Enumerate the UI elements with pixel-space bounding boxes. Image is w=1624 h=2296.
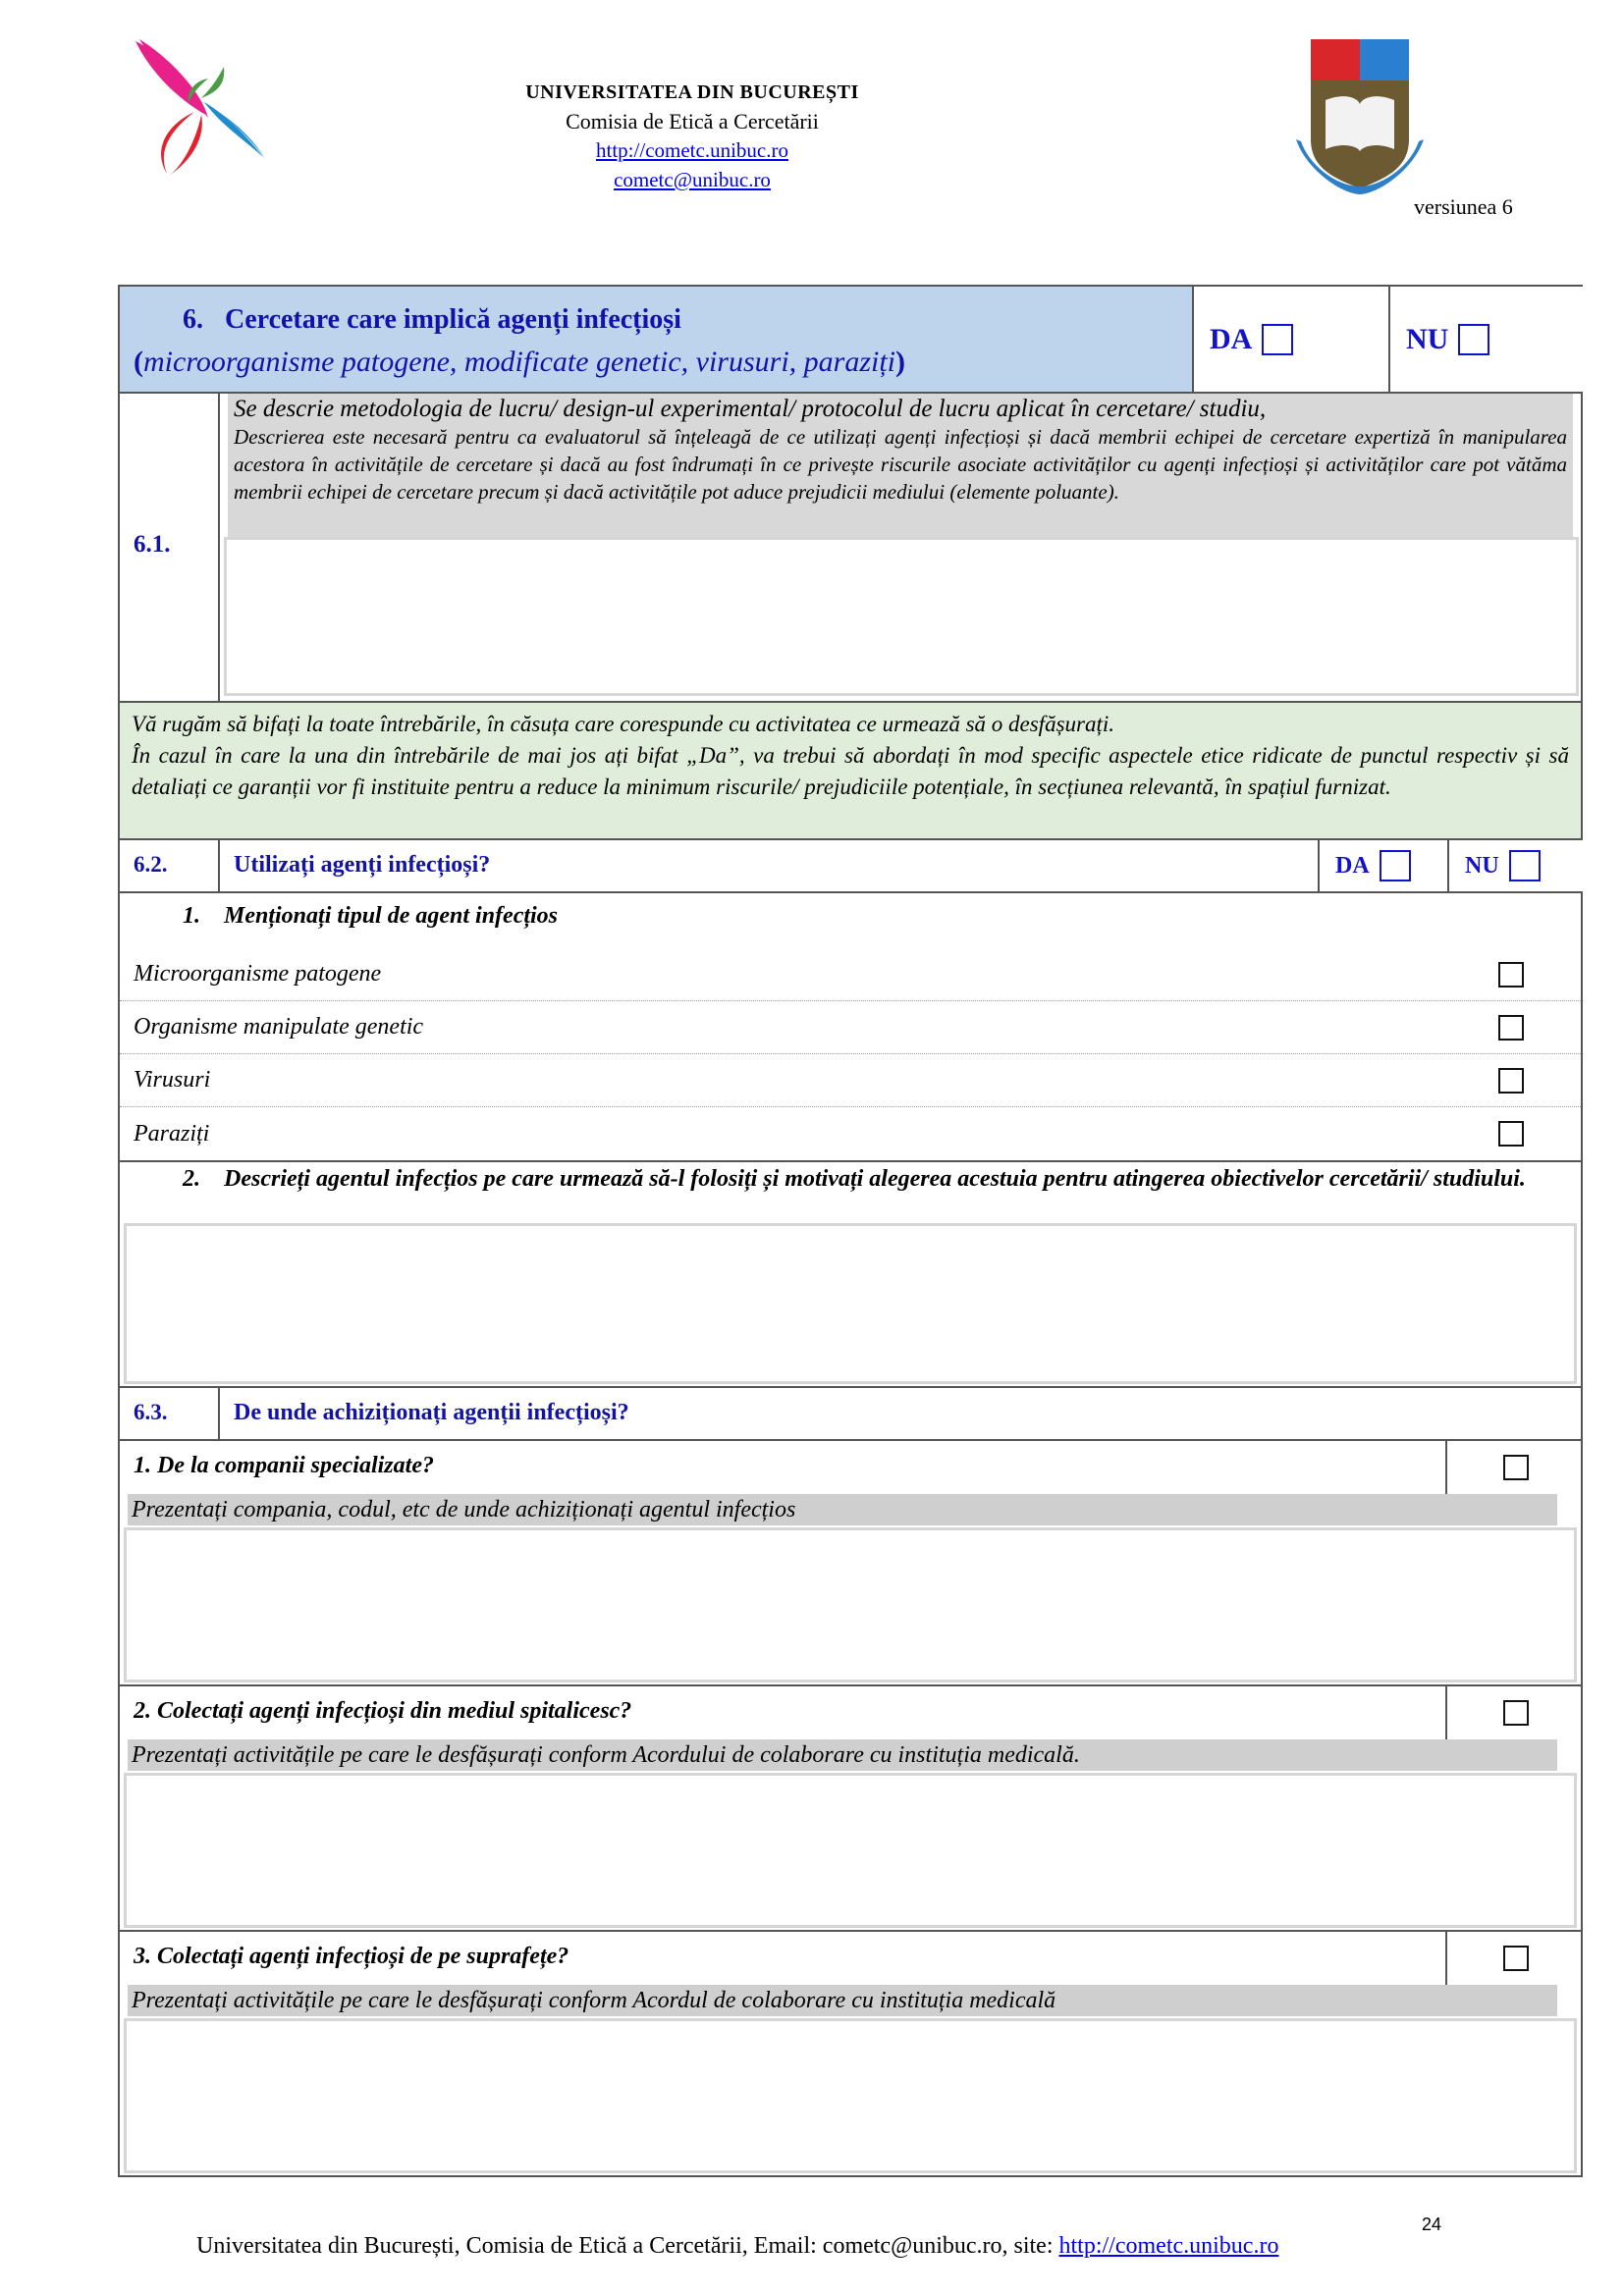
q62-no-option[interactable]: NU bbox=[1447, 840, 1585, 891]
source-item: 3. Colectați agenți infecțioși de pe suprafețe? Prezentați activitățile pe care le desfășurați conform Acordul de colaborare cu instituția medicală bbox=[120, 1930, 1581, 2177]
cometc-logo bbox=[128, 31, 275, 179]
header-block bbox=[393, 79, 992, 194]
source-answer-field[interactable] bbox=[124, 1527, 1577, 1682]
question-6-2-title: Utilizați agenți infecțioși? bbox=[218, 840, 1318, 891]
university-name: UNIVERSITATEA DIN BUCUREȘTI bbox=[525, 81, 859, 103]
source-item: 1. De la companii specializate? Prezentați compania, codul, etc de unde achiziționați agentul infecțios bbox=[120, 1439, 1581, 1684]
source-hint: Prezentați activitățile pe care le desfășurați conform Acordul de colaborare cu instituția medicală bbox=[128, 1985, 1557, 2016]
agent-option-row[interactable]: Microorganisme patogene bbox=[120, 948, 1581, 1001]
source-answer-field[interactable] bbox=[124, 2018, 1577, 2173]
commission-name: Comisia de Etică a Cercetării bbox=[566, 109, 819, 133]
section-no-option[interactable]: NU bbox=[1388, 287, 1585, 392]
agent-option-row[interactable]: Organisme manipulate genetic bbox=[120, 1001, 1581, 1054]
email-link[interactable]: cometc@unibuc.ro bbox=[614, 168, 771, 191]
source-checkbox[interactable] bbox=[1503, 1455, 1529, 1480]
section-yes-checkbox[interactable] bbox=[1262, 324, 1293, 355]
agent-checkbox[interactable] bbox=[1498, 1068, 1524, 1094]
question-6-2-header: 6.2. Utilizați agenți infecțioși? DA NU bbox=[120, 838, 1581, 891]
section-6-form bbox=[118, 285, 1583, 2177]
sub-question-1: 1. Menționați tipul de agent infecțios bbox=[183, 903, 559, 929]
agent-checkbox[interactable] bbox=[1498, 962, 1524, 988]
question-6-2-answer-field[interactable] bbox=[124, 1223, 1577, 1384]
question-6-3-header: 6.3. De unde achiziționați agenții infecțioși? bbox=[120, 1386, 1581, 1439]
source-checkbox[interactable] bbox=[1503, 1946, 1529, 1971]
agent-checkbox[interactable] bbox=[1498, 1015, 1524, 1041]
page-number: 24 bbox=[1422, 2215, 1442, 2234]
section-subtitle: (microorganisme patogene, modificate genetic, virusuri, paraziți) bbox=[134, 346, 906, 378]
question-number: 6.1. bbox=[134, 531, 171, 558]
agent-option-row[interactable]: Paraziți bbox=[120, 1107, 1581, 1160]
sub-question-2: 2. Descrieți agentul infecțios pe care urmează să-l folosiți și motivați alegerea acestuia pentru atingerea obiectivelor cercetării/ studiului. bbox=[183, 1166, 1526, 1192]
section-header bbox=[120, 287, 1581, 392]
footer-site-link[interactable]: http://cometc.unibuc.ro bbox=[1058, 2233, 1279, 2259]
page-footer: Universitatea din București, Comisia de Etică a Cercetării, Email: cometc@unibuc.ro, site: http://cometc.unibuc.ro bbox=[196, 2233, 1279, 2259]
section-title: 6. Cercetare care implică agenți infecțioși bbox=[183, 304, 681, 335]
instructions-note: Vă rugăm să bifați la toate întrebările, în căsuța care corespunde cu activitatea ce urmează să o desfășurați. În cazul în care la una din întrebările de mai jos ați bifat „Da”, va trebui să abordați în mod specific aspectele etice ridicate de punctul respectiv și să detaliați ce garanții vor fi instituite pentru a reduce la minimum riscurile/ prejudiciile potențiale, în secțiunea relevantă, în spațiul furnizat. bbox=[120, 701, 1581, 838]
question-6-2-description bbox=[120, 1160, 1581, 1386]
source-hint: Prezentați activitățile pe care le desfășurați conform Acordului de colaborare cu instituția medicală. bbox=[128, 1739, 1557, 1771]
question-6-1 bbox=[120, 392, 1581, 701]
version-label: versiunea 6 bbox=[1414, 194, 1513, 219]
source-checkbox[interactable] bbox=[1503, 1700, 1529, 1726]
source-hint: Prezentați compania, codul, etc de unde achiziționați agentul infecțios bbox=[128, 1494, 1557, 1525]
question-6-1-prompt: Se descrie metodologia de lucru/ design-ul experimental/ protocolul de lucru aplicat în cercetare/ studiu, Descrierea este necesară pentru ca evaluatorul să înțeleagă de ce utilizați agenți infecțioși și dacă membrii echipei de cercetare expertiză în manipularea acestora în activitățile de cercetare și dacă au fost îndrumați în ce privește riscurile asociate activităților cu agenți infecțioși și activităților care pot vătăma membrii echipei de cercetare precum și dacă activitățile pot aduce prejudicii mediului (elemente poluante). bbox=[228, 394, 1573, 537]
coat-of-arms-icon bbox=[1291, 31, 1429, 203]
section-yes-option[interactable]: DA bbox=[1192, 287, 1388, 392]
site-link[interactable]: http://cometc.unibuc.ro bbox=[596, 138, 788, 162]
university-crest bbox=[1291, 31, 1429, 203]
q62-no-checkbox[interactable] bbox=[1509, 850, 1541, 881]
agent-checkbox[interactable] bbox=[1498, 1121, 1524, 1147]
source-answer-field[interactable] bbox=[124, 1773, 1577, 1928]
q62-yes-checkbox[interactable] bbox=[1380, 850, 1411, 881]
question-6-1-answer-field[interactable] bbox=[224, 537, 1579, 696]
q62-yes-option[interactable]: DA bbox=[1318, 840, 1447, 891]
source-item: 2. Colectați agenți infecțioși din mediul spitalicesc? Prezentați activitățile pe care le desfășurați conform Acordului de colaborare cu instituția medicală. bbox=[120, 1684, 1581, 1930]
question-6-3-title: De unde achiziționați agenții infecțioși? bbox=[218, 1388, 1585, 1439]
cometc-swirl-logo-icon bbox=[128, 31, 275, 179]
question-6-2-agent-types bbox=[120, 891, 1581, 1160]
section-no-checkbox[interactable] bbox=[1458, 324, 1489, 355]
agent-option-row[interactable]: Virusuri bbox=[120, 1054, 1581, 1107]
